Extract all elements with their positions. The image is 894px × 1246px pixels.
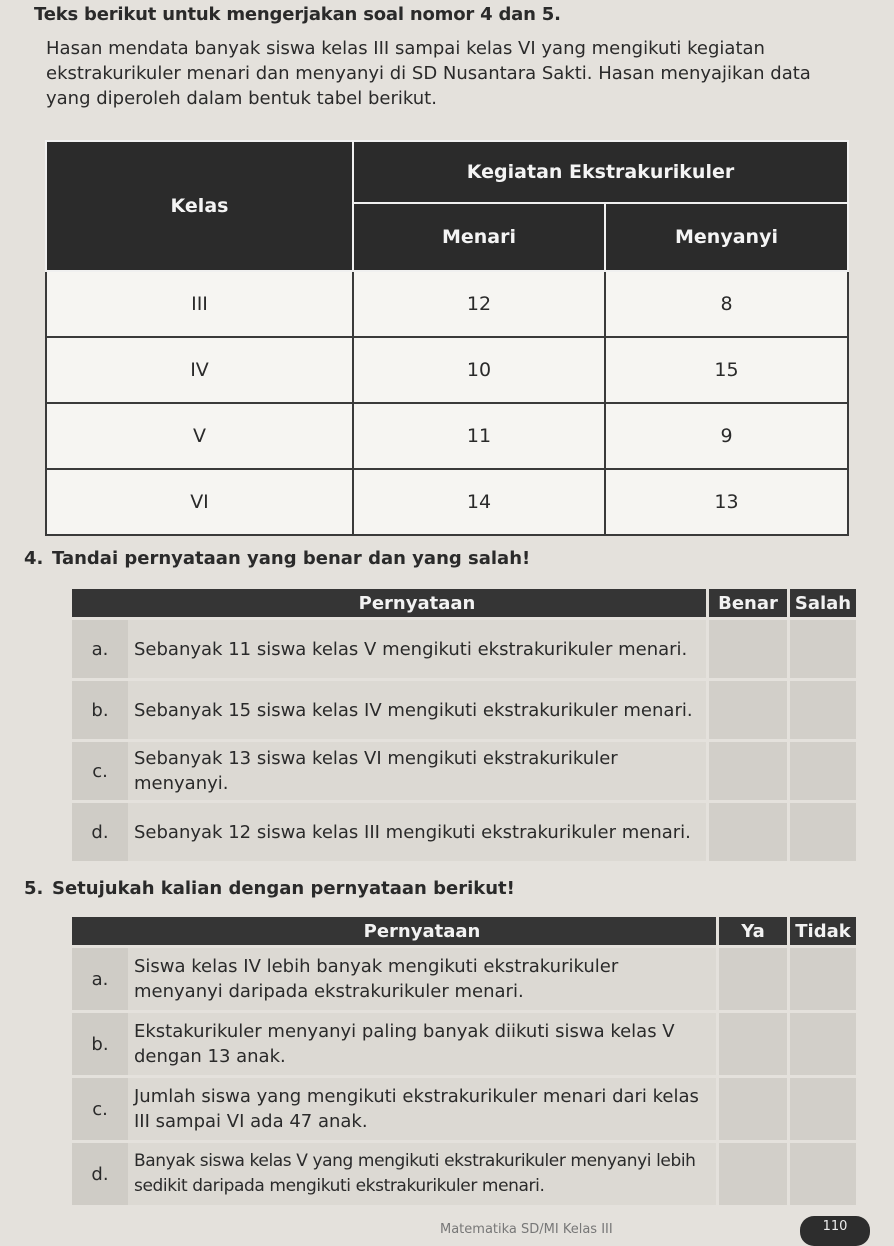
- statement-text: Sebanyak 12 siswa kelas III mengikuti ekstrakurikuler menari.: [128, 803, 706, 861]
- cell-menyanyi: 9: [605, 403, 848, 469]
- statement-table-q5: [72, 914, 856, 1208]
- header-menari: Menari: [353, 203, 605, 271]
- statement-text: Jumlah siswa yang mengikuti ekstrakurikuler menari dari kelas III sampai VI ada 47 anak.: [128, 1078, 716, 1140]
- tidak-checkbox[interactable]: [787, 1078, 856, 1140]
- data-table: [45, 140, 849, 536]
- statement-text: Ekstakurikuler menyanyi paling banyak diikuti siswa kelas V dengan 13 anak.: [128, 1013, 716, 1075]
- page-number: 110: [800, 1216, 870, 1246]
- ya-checkbox[interactable]: [716, 948, 787, 1010]
- cell-menari: 10: [353, 337, 605, 403]
- tidak-checkbox[interactable]: [787, 948, 856, 1010]
- header-benar: Benar: [706, 589, 787, 617]
- header-ya: Ya: [716, 917, 787, 945]
- table-row: [46, 469, 848, 535]
- statement-row: [72, 1143, 856, 1205]
- statement-letter: a.: [72, 620, 128, 678]
- question-5-title: [24, 878, 515, 899]
- section-heading: Teks berikut untuk mengerjakan soal nomor 4 dan 5.: [34, 4, 561, 25]
- statement-text: Sebanyak 13 siswa kelas VI mengikuti ekstrakurikuler menyanyi.: [128, 742, 706, 800]
- benar-checkbox[interactable]: [706, 803, 787, 861]
- table-row: [46, 403, 848, 469]
- benar-checkbox[interactable]: [706, 742, 787, 800]
- question-text: Tandai pernyataan yang benar dan yang salah!: [52, 548, 531, 569]
- salah-checkbox[interactable]: [787, 742, 856, 800]
- header-pernyataan: Pernyataan: [128, 917, 716, 945]
- salah-checkbox[interactable]: [787, 681, 856, 739]
- tidak-checkbox[interactable]: [787, 1013, 856, 1075]
- intro-paragraph: Hasan mendata banyak siswa kelas III sampai kelas VI yang mengikuti kegiatan ekstrakurikuler menari dan menyanyi di SD Nusantara Sakti. Hasan menyajikan data yang diperoleh dalam bentuk tabel berikut.: [46, 38, 811, 109]
- statement-letter: c.: [72, 1078, 128, 1140]
- ya-checkbox[interactable]: [716, 1143, 787, 1205]
- salah-checkbox[interactable]: [787, 620, 856, 678]
- page-footer: Matematika SD/MI Kelas III: [440, 1222, 613, 1237]
- ya-checkbox[interactable]: [716, 1013, 787, 1075]
- statement-letter: b.: [72, 1013, 128, 1075]
- question-4-title: [24, 548, 530, 569]
- question-number: 4.: [24, 548, 44, 569]
- cell-kelas: IV: [46, 337, 353, 403]
- statement-letter: a.: [72, 948, 128, 1010]
- header-menyanyi: Menyanyi: [605, 203, 848, 271]
- cell-menari: 11: [353, 403, 605, 469]
- benar-checkbox[interactable]: [706, 620, 787, 678]
- ya-checkbox[interactable]: [716, 1078, 787, 1140]
- header-tidak: Tidak: [787, 917, 856, 945]
- statement-text: Siswa kelas IV lebih banyak mengikuti ekstrakurikuler menyanyi daripada ekstrakurikuler menari.: [128, 948, 716, 1010]
- cell-menyanyi: 8: [605, 271, 848, 337]
- statement-text: Sebanyak 15 siswa kelas IV mengikuti ekstrakurikuler menari.: [128, 681, 706, 739]
- header-kelas: Kelas: [46, 141, 353, 271]
- salah-checkbox[interactable]: [787, 803, 856, 861]
- cell-menari: 14: [353, 469, 605, 535]
- header-pernyataan: Pernyataan: [128, 589, 706, 617]
- statement-table-q4: [72, 586, 856, 864]
- cell-kelas: VI: [46, 469, 353, 535]
- cell-kelas: III: [46, 271, 353, 337]
- cell-menari: 12: [353, 271, 605, 337]
- statement-row: [72, 681, 856, 739]
- cell-kelas: V: [46, 403, 353, 469]
- statement-row: [72, 620, 856, 678]
- statement-text: Banyak siswa kelas V yang mengikuti ekstrakurikuler menyanyi lebih sedikit daripada mengikuti ekstrakurikuler menari.: [128, 1143, 716, 1205]
- statement-letter: b.: [72, 681, 128, 739]
- cell-menyanyi: 15: [605, 337, 848, 403]
- table-row: [46, 337, 848, 403]
- table-row: [46, 271, 848, 337]
- tidak-checkbox[interactable]: [787, 1143, 856, 1205]
- header-salah: Salah: [787, 589, 856, 617]
- statement-letter: c.: [72, 742, 128, 800]
- statement-text: Sebanyak 11 siswa kelas V mengikuti ekstrakurikuler menari.: [128, 620, 706, 678]
- statement-row: [72, 1078, 856, 1140]
- question-number: 5.: [24, 878, 44, 899]
- statement-row: [72, 742, 856, 800]
- header-kegiatan: Kegiatan Ekstrakurikuler: [353, 141, 848, 203]
- cell-menyanyi: 13: [605, 469, 848, 535]
- statement-row: [72, 803, 856, 861]
- question-text: Setujukah kalian dengan pernyataan berikut!: [52, 878, 515, 899]
- statement-row: [72, 948, 856, 1010]
- benar-checkbox[interactable]: [706, 681, 787, 739]
- statement-row: [72, 1013, 856, 1075]
- statement-letter: d.: [72, 1143, 128, 1205]
- statement-letter: d.: [72, 803, 128, 861]
